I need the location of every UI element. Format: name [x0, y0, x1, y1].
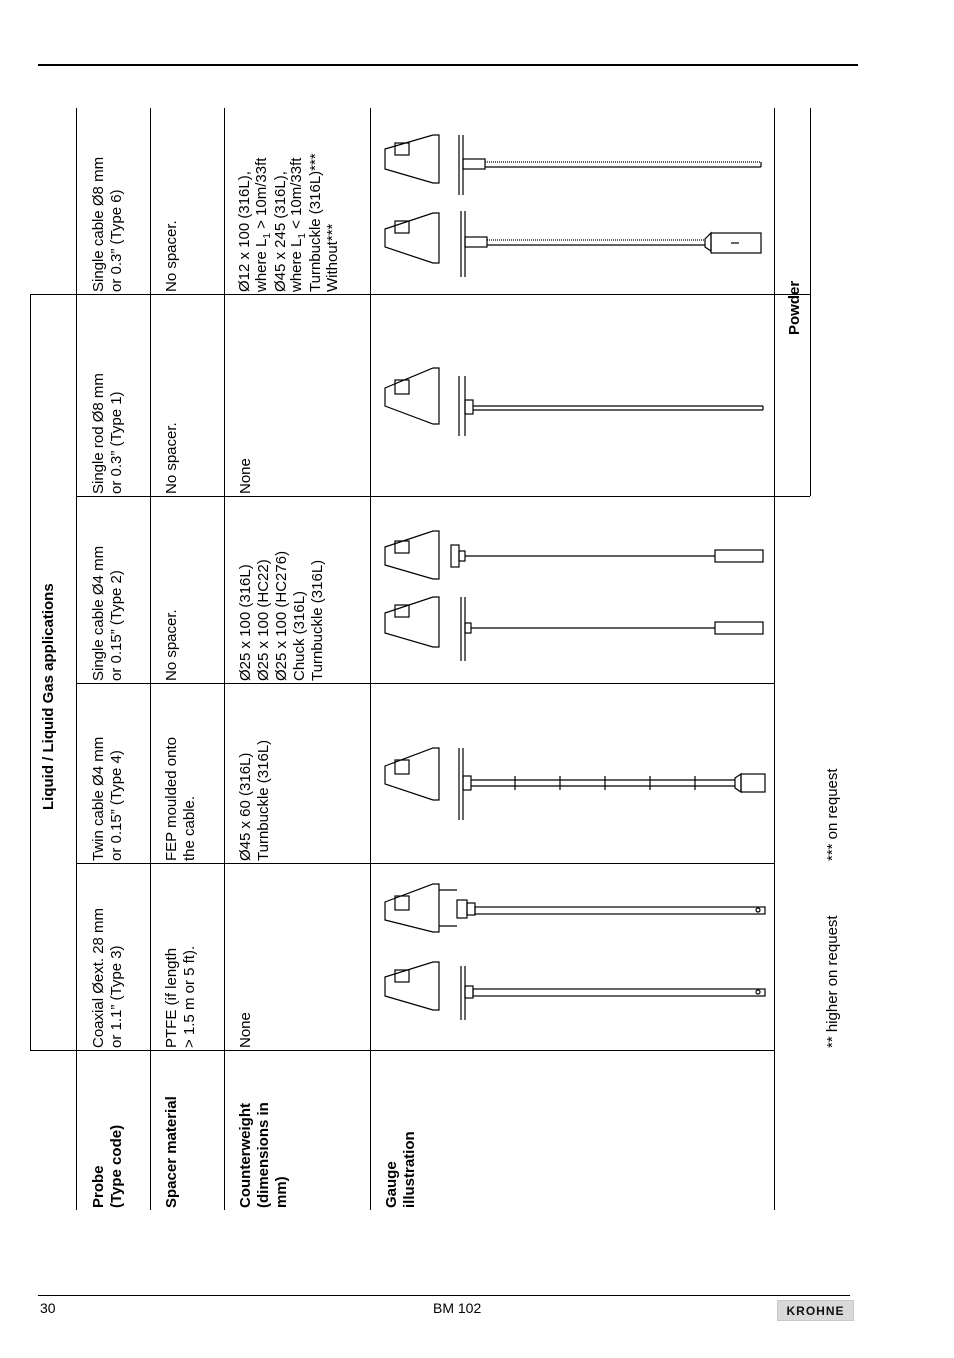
counterweight-line: Turnbuckle (316L)*** — [307, 153, 324, 292]
footer-rule — [38, 1295, 850, 1296]
grid-line — [224, 108, 225, 1210]
row-header-spacer: Spacer material — [163, 1096, 180, 1208]
counterweight-line: Without*** — [323, 223, 341, 292]
spacer-line: No spacer. — [163, 220, 180, 292]
grid-line — [30, 1050, 774, 1051]
grid-line — [30, 294, 31, 1051]
counterweight-cell-single-cable-4mm — [237, 551, 327, 681]
probe-line: or 0.3” (Type 1) — [108, 391, 125, 494]
grid-line — [76, 496, 810, 497]
group-header: Liquid / Liquid Gas applications — [40, 583, 57, 810]
powder-header: Powder — [786, 280, 803, 335]
single-cable-4mm-gauge-illustration — [375, 505, 770, 685]
row-header-counterweight-line: Counterweight — [237, 1103, 254, 1208]
row-header-probe-line: (Type code) — [108, 1124, 125, 1208]
counterweight-line: None — [237, 1012, 254, 1048]
spacer-line: > 1.5 m or 5 ft). — [181, 945, 198, 1048]
counterweight-line: Chuck (316L) — [291, 590, 308, 681]
row-header-counterweight-line: (dimensions in — [255, 1102, 272, 1208]
grid-line — [774, 108, 775, 1210]
probe-line: Twin cable Ø4 mm — [90, 736, 107, 861]
counterweight-line: Turnbuckle (316L) — [309, 559, 326, 681]
counterweight-line: None — [237, 458, 254, 494]
probe-line: Single cable Ø4 mm — [90, 545, 107, 681]
spacer-line: No spacer. — [163, 609, 180, 681]
counterweight-line: Ø45 x 60 (316L) — [237, 752, 254, 861]
twin-cable-gauge-illustration — [375, 690, 770, 860]
probe-cell-single-rod — [90, 373, 126, 494]
probe-line: or 0.15” (Type 2) — [108, 570, 125, 681]
spacer-line: the cable. — [181, 795, 198, 861]
probe-line: Single rod Ø8 mm — [90, 373, 107, 494]
counterweight-cell-twin-cable — [237, 740, 273, 861]
probe-line: Coaxial Øext. 28 mm — [90, 907, 107, 1048]
coaxial-gauge-illustration — [375, 870, 765, 1050]
header-rule — [38, 64, 858, 66]
row-header-gauge-line: illustration — [401, 1131, 418, 1208]
counterweight-line: where $L_1 > 10m/33ft$ — [252, 157, 273, 292]
single-cable-8mm-gauge-illustration — [375, 125, 770, 305]
grid-line — [810, 108, 811, 496]
counterweight-line: Ø25 x 100 (HC276) — [273, 550, 290, 681]
row-header-counterweight — [237, 1102, 291, 1208]
counterweight-line: Turnbuckle (316L) — [255, 739, 272, 861]
spacer-line: PTFE (if length — [163, 947, 180, 1048]
row-header-gauge — [383, 1131, 419, 1208]
probe-cell-single-cable-8mm — [90, 157, 126, 292]
probe-line: or 1.1” (Type 3) — [108, 945, 125, 1048]
probe-line: or 0.15” (Type 4) — [108, 750, 125, 861]
counterweight-line: Ø12 x 100 (316L), — [236, 171, 253, 292]
grid-line — [76, 108, 77, 1210]
counterweight-line: where $L_1 < 10m/33ft$ — [288, 157, 308, 292]
spacer-cell-single-rod — [163, 422, 181, 494]
probe-cell-coaxial — [90, 908, 126, 1048]
row-header-gauge-line: Gauge — [383, 1161, 400, 1208]
counterweight-line: Ø45 x 245 (316L), — [271, 171, 289, 292]
spacer-cell-twin-cable — [163, 737, 199, 861]
probe-cell-single-cable-4mm — [90, 546, 126, 681]
spacer-line: FEP moulded onto — [163, 737, 180, 861]
single-rod-gauge-illustration — [375, 300, 770, 490]
grid-line — [370, 108, 371, 1210]
counterweight-cell-coaxial — [237, 1012, 255, 1048]
probe-cell-twin-cable — [90, 737, 126, 861]
page-number: 30 — [40, 1300, 56, 1316]
footnote-on-request: *** on request — [824, 768, 841, 861]
spacer-line: No spacer. — [163, 422, 180, 494]
probe-line: Single cable Ø8 mm — [90, 156, 107, 292]
spacer-cell-coaxial — [163, 946, 199, 1048]
grid-line — [76, 863, 774, 864]
counterweight-cell-single-rod — [237, 458, 255, 494]
grid-line — [150, 108, 151, 1210]
row-header-probe-line: Probe — [90, 1165, 107, 1208]
row-header-probe — [90, 1125, 126, 1208]
document-code: BM 102 — [433, 1300, 482, 1316]
counterweight-cell-single-cable-8mm — [237, 153, 341, 292]
krohne-logo: KROHNE — [777, 1300, 854, 1321]
probe-line: or 0.3” (Type 6) — [108, 189, 125, 292]
counterweight-line: Ø25 x 100 (316L) — [237, 564, 254, 681]
spacer-cell-single-cable-4mm — [163, 609, 181, 681]
spacer-cell-single-cable-8mm — [163, 220, 181, 292]
footnote-higher-on-request: ** higher on request — [824, 915, 841, 1048]
row-header-counterweight-line: mm) — [273, 1176, 290, 1208]
counterweight-line: Ø25 x 100 (HC22) — [255, 559, 272, 681]
